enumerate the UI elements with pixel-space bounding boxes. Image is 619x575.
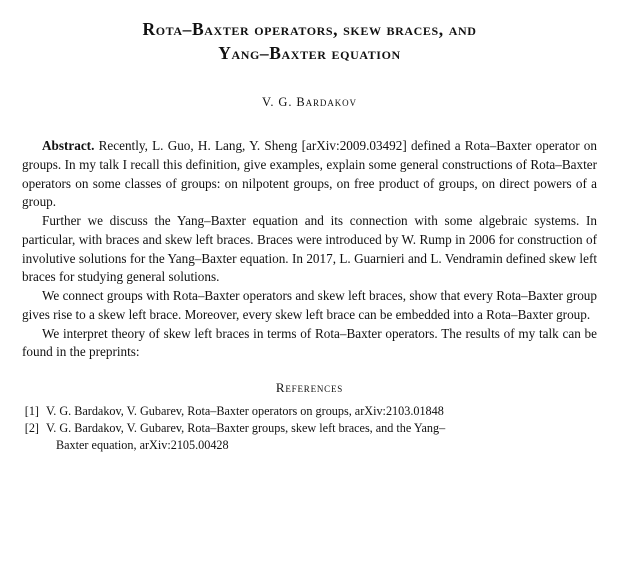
list-item [22, 420, 597, 452]
abstract-section [22, 137, 597, 362]
reference-text [46, 403, 597, 419]
author-name: V. G. Bardakov [262, 95, 357, 110]
abstract-paragraph-2: Further we discuss the Yang–Baxter equation and its connection with some algebraic systems. In particular, with braces and skew left braces. Braces were introduced by W. Rump in 2006 for construction of involutive solutions for the Yang–Baxter equation. In 2017, L. Guarnieri and L. Vendramin defined skew left braces for studying general solutions. [22, 213, 597, 285]
title-line-2: Yang–Baxter equation [218, 42, 401, 63]
title-line-1: Rota–Baxter operators, skew braces, and [142, 19, 477, 39]
reference-text-main: V. G. Bardakov, V. Gubarev, Rota–Baxter operators on groups, arXiv:2103.01848 [46, 404, 444, 419]
reference-text-continuation: Baxter equation, arXiv:2105.00428 [56, 437, 229, 452]
abstract-paragraph-3: We connect groups with Rota–Baxter operators and skew left braces, show that every Rota–Baxter group gives rise to a skew left brace. Moreover, every skew left brace can be embedded into a Rota–Baxter group. [22, 288, 597, 322]
abstract-paragraph-1-text: Recently, L. Guo, H. Lang, Y. Sheng [arXiv:2009.03492] defined a Rota–Baxter operator on groups. In my talk I recall this definition, give examples, explain some general constructions of Rota–Baxter operators on some classes of groups: on nilpotent groups, on free product of groups, on direct powers of a group. [22, 138, 597, 210]
reference-text-main: V. G. Bardakov, V. Gubarev, Rota–Baxter groups, skew left braces, and the Yang– [46, 421, 446, 436]
references-list [22, 403, 597, 453]
reference-number: [1] [24, 404, 39, 419]
page-title [22, 18, 597, 65]
abstract-paragraph-4: We interpret theory of skew left braces in terms of Rota–Baxter operators. The results of my talk can be found in the preprints: [22, 325, 597, 360]
abstract-label: Abstract. [42, 138, 95, 154]
references-heading: References [275, 380, 344, 396]
list-item [22, 403, 597, 419]
reference-number: [2] [24, 421, 39, 436]
abstract-paragraph-1 [22, 137, 597, 212]
reference-text [46, 420, 597, 452]
